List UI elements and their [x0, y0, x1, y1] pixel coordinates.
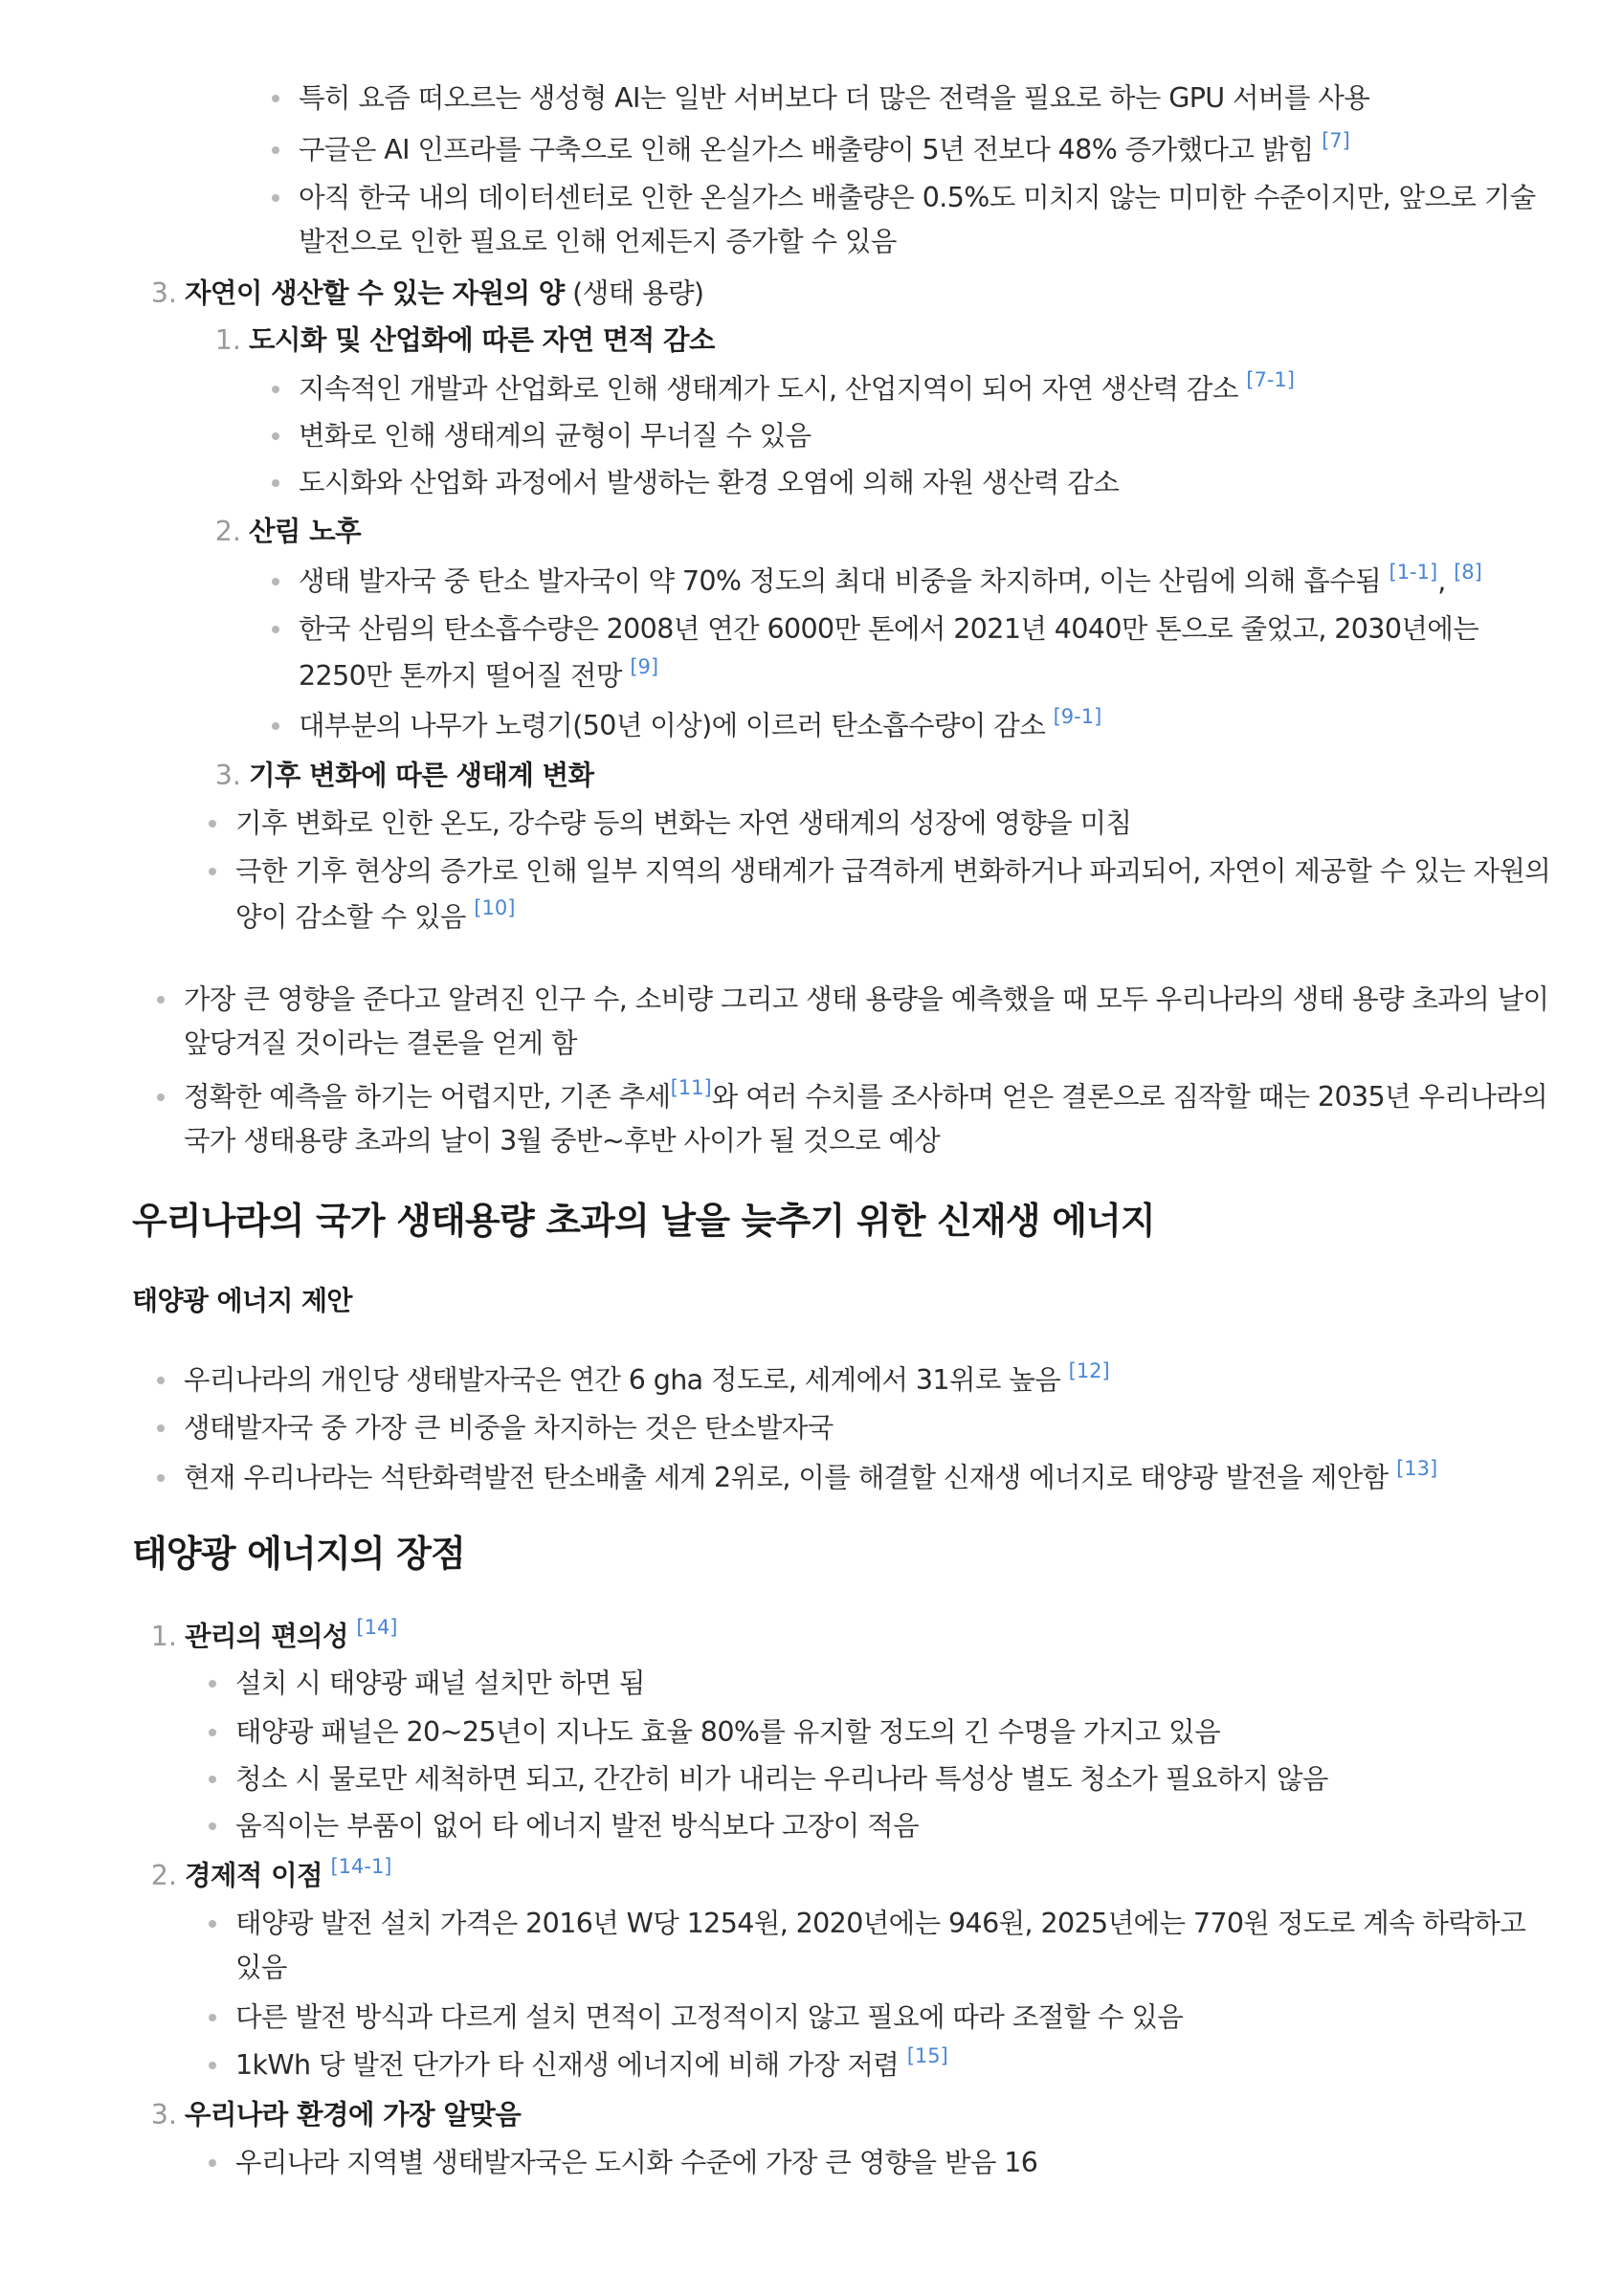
list-item [184, 1075, 1547, 1119]
list-item-text: 대부분의 나무가 노령기(50년 이상)에 이르러 탄소흡수량이 감소 [299, 710, 1046, 741]
citation-link[interactable]: [8] [1454, 561, 1482, 584]
list-item-text: 우리나라의 개인당 생태발자국은 연간 6 gha 정도로, 세계에서 31위로 높음 [184, 1364, 1061, 1396]
list-item-text: 지속적인 개발과 산업화로 인해 생태계가 도시, 산업지역이 되어 자연 생산력 감소 [299, 373, 1238, 405]
list-item [235, 1662, 645, 1706]
list-item [184, 1358, 1110, 1402]
citation-link[interactable]: [7-1] [1246, 368, 1295, 391]
list-item [235, 802, 1131, 846]
list-item [299, 461, 1119, 505]
sub-item-title: 기후 변화에 따른 생태계 변화 [249, 760, 594, 791]
list-item-text: 양이 감소할 수 있음 [235, 901, 466, 933]
citation-link[interactable]: [9] [630, 655, 659, 678]
list-item [299, 704, 1101, 748]
list-item-continuation [235, 895, 515, 939]
list-item-text: 청소 시 물로만 세척하면 되고, 간간히 비가 내리는 우리나라 특성상 별도 청소가 필요하지 않음 [235, 1763, 1328, 1795]
list-item-continuation [184, 1022, 577, 1066]
list-item-text: 와 여러 수치를 조사하며 얻은 결론으로 짐작할 때는 2035년 우리나라의 [711, 1081, 1548, 1113]
list-item [299, 176, 1536, 220]
citation-link[interactable]: [11] [670, 1076, 712, 1099]
list-item-continuation [299, 654, 658, 698]
list-item-text: 아직 한국 내의 데이터센터로 인한 온실가스 배출량은 0.5%도 미치지 않는 미미한 수준이지만, 앞으로 기술 [299, 182, 1536, 213]
list-item-heading [185, 1615, 398, 1659]
list-item-text: 다른 발전 방식과 다르게 설치 면적이 고정적이지 않고 필요에 따라 조절할 수 있음 [235, 2001, 1184, 2033]
list-item-text: 현재 우리나라는 석탄화력발전 탄소배출 세계 2위로, 이를 해결할 신재생 에너지로 태양광 발전을 제안함 [184, 1462, 1389, 1493]
list-item [184, 1456, 1437, 1500]
list-item [235, 1804, 919, 1848]
list-item [299, 607, 1478, 651]
list-number: 3. [150, 277, 177, 309]
citation-link[interactable]: [15] [906, 2044, 948, 2067]
list-item [235, 850, 1550, 894]
list-item-text: 태양광 패널은 20~25년이 지나도 효율 80%를 유지할 정도의 긴 수명을 가지고 있음 [235, 1716, 1221, 1748]
list-item-title: 자연이 생산할 수 있는 자원의 양 [185, 277, 565, 309]
list-number: 3. [214, 760, 241, 791]
list-item [235, 1996, 1183, 2040]
list-item-text: 생태 발자국 중 탄소 발자국이 약 70% 정도의 최대 비중을 차지하며, 이는 산림에 의해 흡수됨 [299, 565, 1382, 597]
list-number: 2. [150, 1860, 177, 1891]
list-item [235, 2043, 948, 2087]
citation-link[interactable]: [14-1] [330, 1855, 392, 1878]
list-item [299, 77, 1369, 121]
list-item-continuation [235, 1946, 287, 1990]
list-item-text: 특히 요즘 떠오르는 생성형 AI는 일반 서버보다 더 많은 전력을 필요로 하는 GPU 서버를 사용 [299, 82, 1370, 114]
citation-link[interactable]: [13] [1396, 1457, 1438, 1480]
list-item [184, 1406, 834, 1450]
subsection-heading: 태양광 에너지 제안 [132, 1285, 352, 1316]
list-item-text: 있음 [235, 1952, 287, 1983]
list-number: 1. [214, 324, 241, 356]
list-item-title: 경제적 이점 [185, 1860, 322, 1891]
list-item-text: 우리나라 지역별 생태발자국은 도시화 수준에 가장 큰 영향을 받음 16 [235, 2147, 1038, 2178]
list-item [235, 1757, 1328, 1801]
list-item-text: 가장 큰 영향을 준다고 알려진 인구 수, 소비량 그리고 생태 용량을 예측했을 때 모두 우리나라의 생태 용량 초과의 날이 [184, 983, 1549, 1015]
list-item [235, 2141, 1037, 2185]
citation-link[interactable]: [7] [1322, 129, 1350, 152]
list-item [184, 978, 1549, 1022]
list-number: 2. [214, 516, 241, 547]
citation-link[interactable]: [9-1] [1053, 705, 1102, 728]
list-item: 생태 발자국 중 탄소 발자국이 약 70% 정도의 최대 비중을 차지하며, 이는 산림에 의해 흡수됨 [1-1], [8] [299, 560, 1482, 604]
list-item-text: 1kWh 당 발전 단가가 타 신재생 에너지에 비해 가장 저렴 [235, 2049, 900, 2081]
list-item-heading [185, 1854, 392, 1898]
list-item-text: 도시화와 산업화 과정에서 발생하는 환경 오염에 의해 자원 생산력 감소 [299, 467, 1120, 498]
list-item-text: 앞당겨질 것이라는 결론을 얻게 함 [184, 1027, 577, 1059]
list-item [299, 414, 812, 458]
list-item-text: 한국 산림의 탄소흡수량은 2008년 연간 6000만 톤에서 2021년 4040만 톤으로 줄었고, 2030년에는 [299, 613, 1479, 645]
list-item-continuation [299, 220, 897, 264]
list-item-text: 변화로 인해 생태계의 균형이 무너질 수 있음 [299, 420, 812, 452]
list-item-text: 기후 변화로 인한 온도, 강수량 등의 변화는 자연 생태계의 성장에 영향을 미침 [235, 807, 1132, 839]
list-item-title: 관리의 편의성 [185, 1621, 348, 1652]
list-item-text: 태양광 발전 설치 가격은 2016년 W당 1254원, 2020년에는 946원, 2025년에는 770원 정도로 계속 하락하고 [235, 1908, 1526, 1939]
list-item-note: (생태 용량) [564, 277, 704, 309]
list-item [299, 367, 1295, 411]
citation-link[interactable]: [14] [356, 1616, 398, 1639]
list-item-text: 정확한 예측을 하기는 어렵지만, 기존 추세 [184, 1081, 671, 1113]
citation-link[interactable]: [10] [474, 896, 516, 919]
list-item-text: 생태발자국 중 가장 큰 비중을 차지하는 것은 탄소발자국 [184, 1412, 834, 1444]
list-item-title: 우리나라 환경에 가장 알맞음 [185, 2099, 522, 2130]
sub-item-title: 산림 노후 [249, 516, 362, 547]
list-item-heading [185, 272, 703, 316]
sub-item-title: 도시화 및 산업화에 따른 자연 면적 감소 [249, 324, 715, 356]
list-item-text: 구글은 AI 인프라를 구축으로 인해 온실가스 배출량이 5년 전보다 48% 증가했다고 밝힘 [299, 134, 1314, 166]
list-number: 3. [150, 2099, 177, 2130]
list-item [235, 1902, 1525, 1946]
list-number: 1. [150, 1621, 177, 1652]
list-item-text: 설치 시 태양광 패널 설치만 하면 됨 [235, 1667, 645, 1699]
list-item [299, 128, 1350, 172]
list-item-text: 국가 생태용량 초과의 날이 3월 중반~후반 사이가 될 것으로 예상 [184, 1125, 941, 1157]
list-item-text: 움직이는 부품이 없어 타 에너지 발전 방식보다 고장이 적음 [235, 1810, 920, 1842]
list-item-text: 2250만 톤까지 떨어질 전망 [299, 660, 622, 692]
section-heading: 우리나라의 국가 생태용량 초과의 날을 늦추기 위한 신재생 에너지 [132, 1200, 1155, 1242]
citation-link[interactable]: [12] [1068, 1359, 1110, 1382]
section-heading: 태양광 에너지의 장점 [132, 1533, 466, 1575]
list-item-text: 극한 기후 현상의 증가로 인해 일부 지역의 생태계가 급격하게 변화하거나 파괴되어, 자연이 제공할 수 있는 자원의 [235, 855, 1551, 887]
list-item [235, 1711, 1220, 1755]
list-item-continuation [184, 1119, 940, 1163]
citation-link[interactable]: [1-1] [1389, 561, 1438, 584]
list-item-text: 발전으로 인한 필요로 인해 언제든지 증가할 수 있음 [299, 226, 897, 257]
